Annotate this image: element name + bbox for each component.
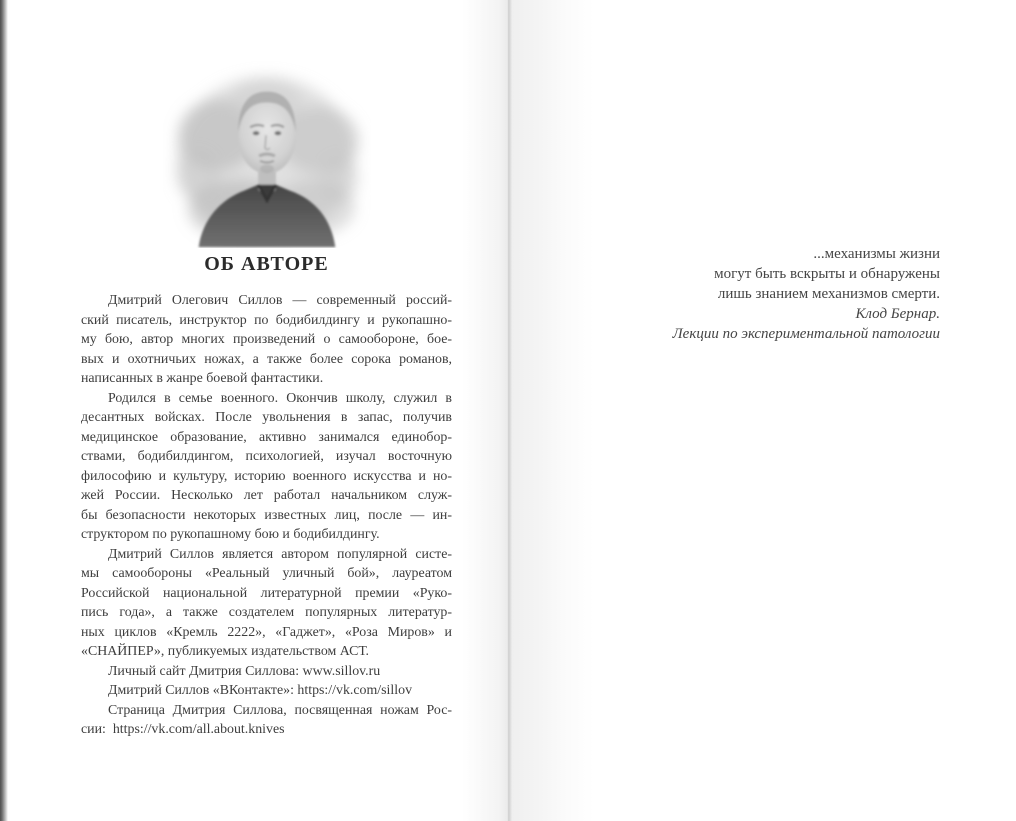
epigraph-attribution-line: Лекции по экспериментальной патологии [672, 326, 940, 342]
left-page-text [81, 291, 452, 740]
text-line: сии: https://vk.com/all.about.knives [81, 722, 285, 737]
text-line: жей России. Несколько лет работал начальником служ- [81, 488, 452, 503]
text-line: Дмитрий Силлов «ВКонтакте»: https://vk.com/sillov [108, 683, 413, 698]
text-line: Дмитрий Олегович Силлов — современный россий- [108, 293, 452, 308]
text-line: вых и охотничьих ножах, а также более сорока романов, [81, 351, 452, 367]
text-line: ствами, бодибилдингом, психологией, изучал восточную [81, 449, 452, 464]
epigraph-quote-line: лишь знанием механизмов смерти. [717, 286, 940, 302]
text-line: мы самообороны «Реальный уличный бой», лауреатом [81, 566, 452, 581]
epigraph-quote-line: могут быть вскрыты и обнаружены [714, 266, 940, 282]
text-line: десантных войсках. После увольнения в запас, получив [81, 410, 452, 425]
text-line: структором по рукопашному бою и бодибилдингу. [81, 527, 380, 542]
text-line: ных циклов «Кремль 2222», «Гаджет», «Роза Миров» и [81, 624, 452, 640]
text-line: пись года», а также создателем популярных литератур- [81, 605, 452, 620]
epigraph-quote-line: ...механизмы жизни [813, 246, 940, 262]
spine-edge [0, 0, 8, 821]
text-line: Дмитрий Силлов является автором популярной систе- [108, 546, 452, 562]
page-title: ОБ АВТОРЕ [204, 253, 329, 275]
author-portrait [163, 60, 371, 248]
text-line: медицинское образование, активно занимался единобор- [81, 429, 452, 445]
text-line: му бою, автор многих произведений о самообороне, бое- [81, 332, 452, 347]
text-line: Родился в семье военного. Окончив школу, служил в [108, 390, 452, 406]
page-right [508, 0, 1016, 821]
text-line: «СНАЙПЕР», публикуемых издательством АСТ. [81, 644, 369, 659]
text-line: Страница Дмитрия Силлова, посвященная ножам Рос- [108, 702, 452, 718]
text-line: ский писатель, инструктор по бодибилдингу и рукопашно- [81, 312, 452, 328]
text-line: философию и культуру, историю военного искусства и но- [81, 468, 452, 484]
text-line: написанных в жанре боевой фантастики. [81, 371, 324, 386]
text-line: бы безопасности некоторых известных лиц, после — ин- [81, 507, 452, 523]
epigraph-attribution-line: Клод Бернар. [855, 306, 940, 322]
epigraph [570, 244, 940, 344]
text-line: Личный сайт Дмитрия Силлова: www.sillov.ru [108, 663, 381, 679]
text-line: Российской национальной литературной премии «Руко- [81, 585, 452, 601]
author-portrait-image [163, 60, 371, 248]
